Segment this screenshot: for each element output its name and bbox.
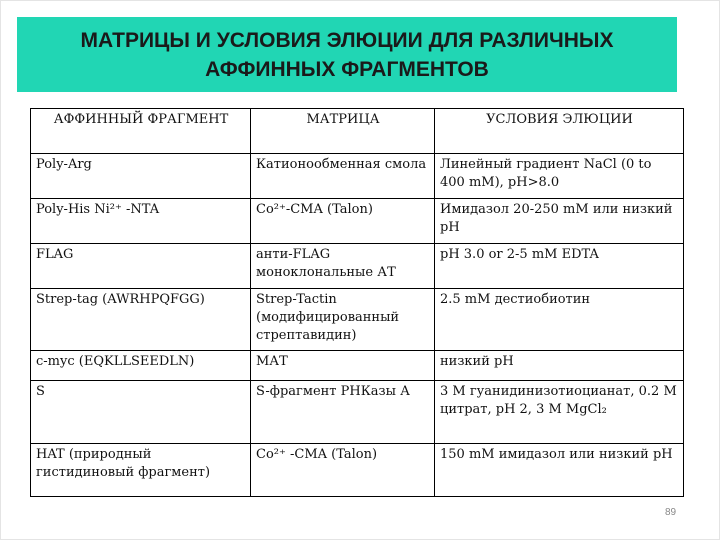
title-banner bbox=[17, 17, 677, 92]
fragment-cell: Poly-Arg bbox=[31, 154, 251, 199]
elution-cell: 3 М гуанидинизотиоцианат, 0.2 М цитрат, pH 2, 3 M MgCl₂ bbox=[435, 381, 684, 444]
elution-cell: низкий pH bbox=[435, 351, 684, 381]
matrix-cell: Co²⁺-CMA (Talon) bbox=[251, 199, 435, 244]
matrix-cell: Катионообменная смола bbox=[251, 154, 435, 199]
matrix-cell: S-фрагмент РНКазы А bbox=[251, 381, 435, 444]
elution-cell: Имидазол 20-250 mM или низкий pH bbox=[435, 199, 684, 244]
matrix-cell: Strep-Tactin (модифицированный стрептавидин) bbox=[251, 289, 435, 351]
fragment-cell: S bbox=[31, 381, 251, 444]
matrix-cell: МАТ bbox=[251, 351, 435, 381]
table-row bbox=[31, 381, 684, 444]
table-row bbox=[31, 444, 684, 497]
table-row bbox=[31, 154, 684, 199]
fragment-cell: c-myc (EQKLLSEEDLN) bbox=[31, 351, 251, 381]
elution-cell: Линейный градиент NaCl (0 to 400 mM), pH>8.0 bbox=[435, 154, 684, 199]
table-row bbox=[31, 351, 684, 381]
table-header-row bbox=[31, 109, 684, 154]
header-matrix: МАТРИЦА bbox=[251, 109, 435, 154]
fragment-cell: FLAG bbox=[31, 244, 251, 289]
elution-cell: 150 mM имидазол или низкий pH bbox=[435, 444, 684, 497]
fragment-cell: Strep-tag (AWRHPQFGG) bbox=[31, 289, 251, 351]
page-number: 89 bbox=[665, 507, 677, 518]
fragment-cell: HAT (природный гистидиновый фрагмент) bbox=[31, 444, 251, 497]
matrix-cell: анти-FLAG моноклональные АТ bbox=[251, 244, 435, 289]
affinity-table bbox=[30, 108, 684, 497]
table-row bbox=[31, 244, 684, 289]
header-elution: УСЛОВИЯ ЭЛЮЦИИ bbox=[435, 109, 684, 154]
fragment-cell: Poly-His Ni²⁺ -NTA bbox=[31, 199, 251, 244]
table-row bbox=[31, 199, 684, 244]
elution-cell: pH 3.0 or 2-5 mM EDTA bbox=[435, 244, 684, 289]
header-fragment: АФФИННЫЙ ФРАГМЕНТ bbox=[31, 109, 251, 154]
table-row bbox=[31, 289, 684, 351]
elution-cell: 2.5 mM дестиобиотин bbox=[435, 289, 684, 351]
slide-title: МАТРИЦЫ И УСЛОВИЯ ЭЛЮЦИИ ДЛЯ РАЗЛИЧНЫХ АФФИННЫХ ФРАГМЕНТОВ bbox=[80, 28, 614, 81]
matrix-cell: Co²⁺ -CMA (Talon) bbox=[251, 444, 435, 497]
